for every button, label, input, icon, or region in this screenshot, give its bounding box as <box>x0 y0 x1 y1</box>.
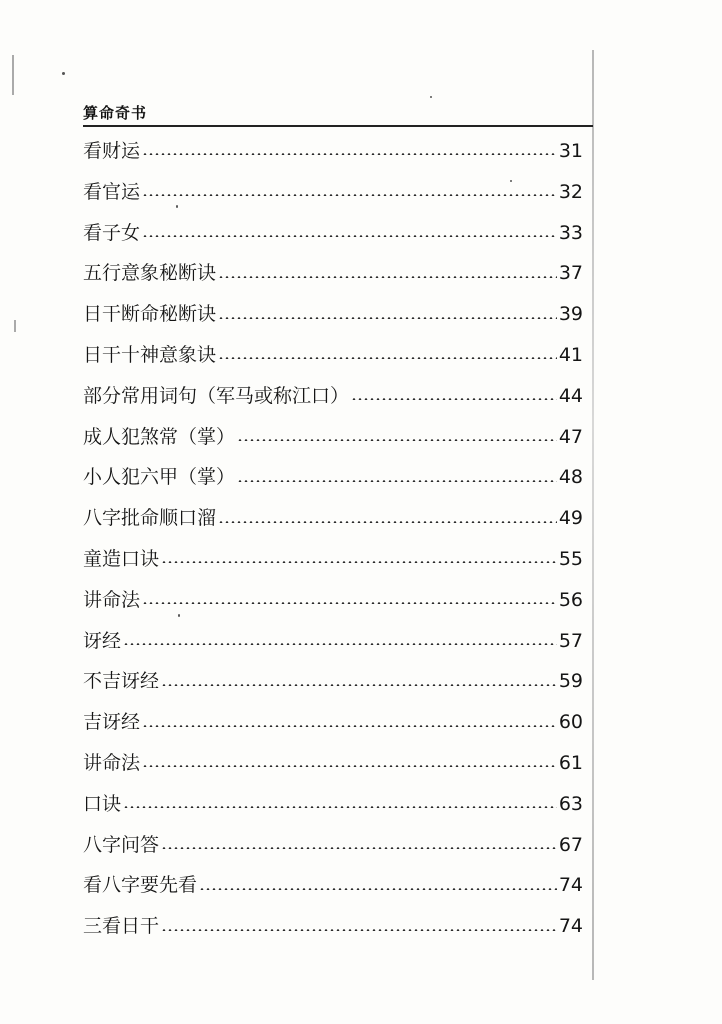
toc-dot-leader <box>161 929 557 931</box>
toc-dot-leader <box>123 806 557 808</box>
toc-dot-leader <box>237 439 557 441</box>
toc-dot-leader <box>142 725 557 727</box>
toc-entry-title: 看财运 <box>83 140 141 162</box>
toc-entry-page: 61 <box>558 751 583 774</box>
toc-dot-leader <box>142 602 557 604</box>
toc-entry-page: 47 <box>558 425 583 448</box>
page-edge-shadow <box>592 50 594 980</box>
running-header <box>83 98 593 128</box>
toc-entry-page: 39 <box>558 303 583 326</box>
toc-entry-title: 日干十神意象诀 <box>83 343 217 366</box>
toc-entry <box>83 417 583 458</box>
toc-entry <box>83 784 583 825</box>
scan-speck <box>62 72 65 75</box>
toc-entry-page: 49 <box>558 507 583 530</box>
toc-entry-page: 33 <box>558 221 583 244</box>
toc-entry-title: 部分常用词句（军马或称江口） <box>83 384 350 407</box>
toc-entry-page: 74 <box>558 915 583 938</box>
toc-entry <box>83 865 583 906</box>
toc-entry <box>83 621 583 662</box>
toc-dot-leader <box>142 153 557 155</box>
toc-entry <box>83 213 583 254</box>
toc-entry-title: 吉讶经 <box>83 711 141 734</box>
toc-dot-leader <box>161 684 557 686</box>
header-rule <box>83 125 593 127</box>
toc-entry-page: 31 <box>558 140 583 162</box>
toc-entry-page: 57 <box>558 629 583 652</box>
toc-entry <box>83 825 583 866</box>
toc-dot-leader <box>142 765 557 767</box>
toc-entry <box>83 539 583 580</box>
toc-entry <box>83 498 583 539</box>
toc-entry-page: 60 <box>558 711 583 734</box>
toc-entry-title: 三看日干 <box>83 915 160 938</box>
table-of-contents <box>83 131 583 947</box>
toc-dot-leader <box>161 847 557 849</box>
toc-entry <box>83 457 583 498</box>
toc-entry <box>83 335 583 376</box>
toc-entry <box>83 661 583 702</box>
toc-dot-leader <box>218 276 557 278</box>
toc-entry-page: 67 <box>558 833 583 856</box>
toc-entry-title: 看官运 <box>83 180 141 203</box>
toc-entry-title: 日干断命秘断诀 <box>83 303 217 326</box>
toc-entry <box>83 580 583 621</box>
toc-dot-leader <box>161 561 557 563</box>
toc-entry-page: 41 <box>558 343 583 366</box>
toc-dot-leader <box>123 643 557 645</box>
scan-mark <box>14 320 16 332</box>
toc-entry-title: 小人犯六甲（掌） <box>83 466 236 489</box>
toc-entry-title: 五行意象秘断诀 <box>83 262 217 285</box>
toc-entry-title: 讶经 <box>83 629 122 652</box>
toc-entry-page: 74 <box>558 874 583 897</box>
toc-dot-leader <box>142 235 557 237</box>
scan-mark <box>12 55 14 95</box>
toc-entry <box>83 131 583 172</box>
toc-dot-leader <box>199 888 557 890</box>
toc-entry-title: 口诀 <box>83 792 122 815</box>
toc-dot-leader <box>218 357 557 359</box>
toc-entry-title: 不吉讶经 <box>83 670 160 693</box>
toc-entry-page: 44 <box>558 384 583 407</box>
toc-entry-title: 看子女 <box>83 221 141 244</box>
toc-entry-page: 56 <box>558 588 583 611</box>
toc-entry <box>83 294 583 335</box>
toc-entry-page: 37 <box>558 262 583 285</box>
toc-entry <box>83 253 583 294</box>
toc-entry-title: 看八字要先看 <box>83 874 198 897</box>
toc-entry <box>83 376 583 417</box>
toc-entry <box>83 743 583 784</box>
toc-dot-leader <box>218 521 557 523</box>
toc-dot-leader <box>351 398 557 400</box>
toc-entry <box>83 906 583 947</box>
toc-entry-page: 63 <box>558 792 583 815</box>
toc-dot-leader <box>218 317 557 319</box>
toc-entry <box>83 172 583 213</box>
toc-entry-title: 成人犯煞常（掌） <box>83 425 236 448</box>
book-title: 算命奇书 <box>83 104 148 122</box>
toc-dot-leader <box>237 480 557 482</box>
toc-entry-title: 八字问答 <box>83 833 160 856</box>
toc-entry-title: 童造口诀 <box>83 547 160 570</box>
toc-entry-title: 八字批命顺口溜 <box>83 507 217 530</box>
toc-entry-page: 48 <box>558 466 583 489</box>
toc-entry-page: 55 <box>558 547 583 570</box>
toc-entry <box>83 702 583 743</box>
toc-entry-page: 59 <box>558 670 583 693</box>
toc-entry-title: 讲命法 <box>83 588 141 611</box>
toc-dot-leader <box>142 194 557 196</box>
toc-entry-page: 32 <box>558 180 583 203</box>
toc-entry-title: 讲命法 <box>83 751 141 774</box>
